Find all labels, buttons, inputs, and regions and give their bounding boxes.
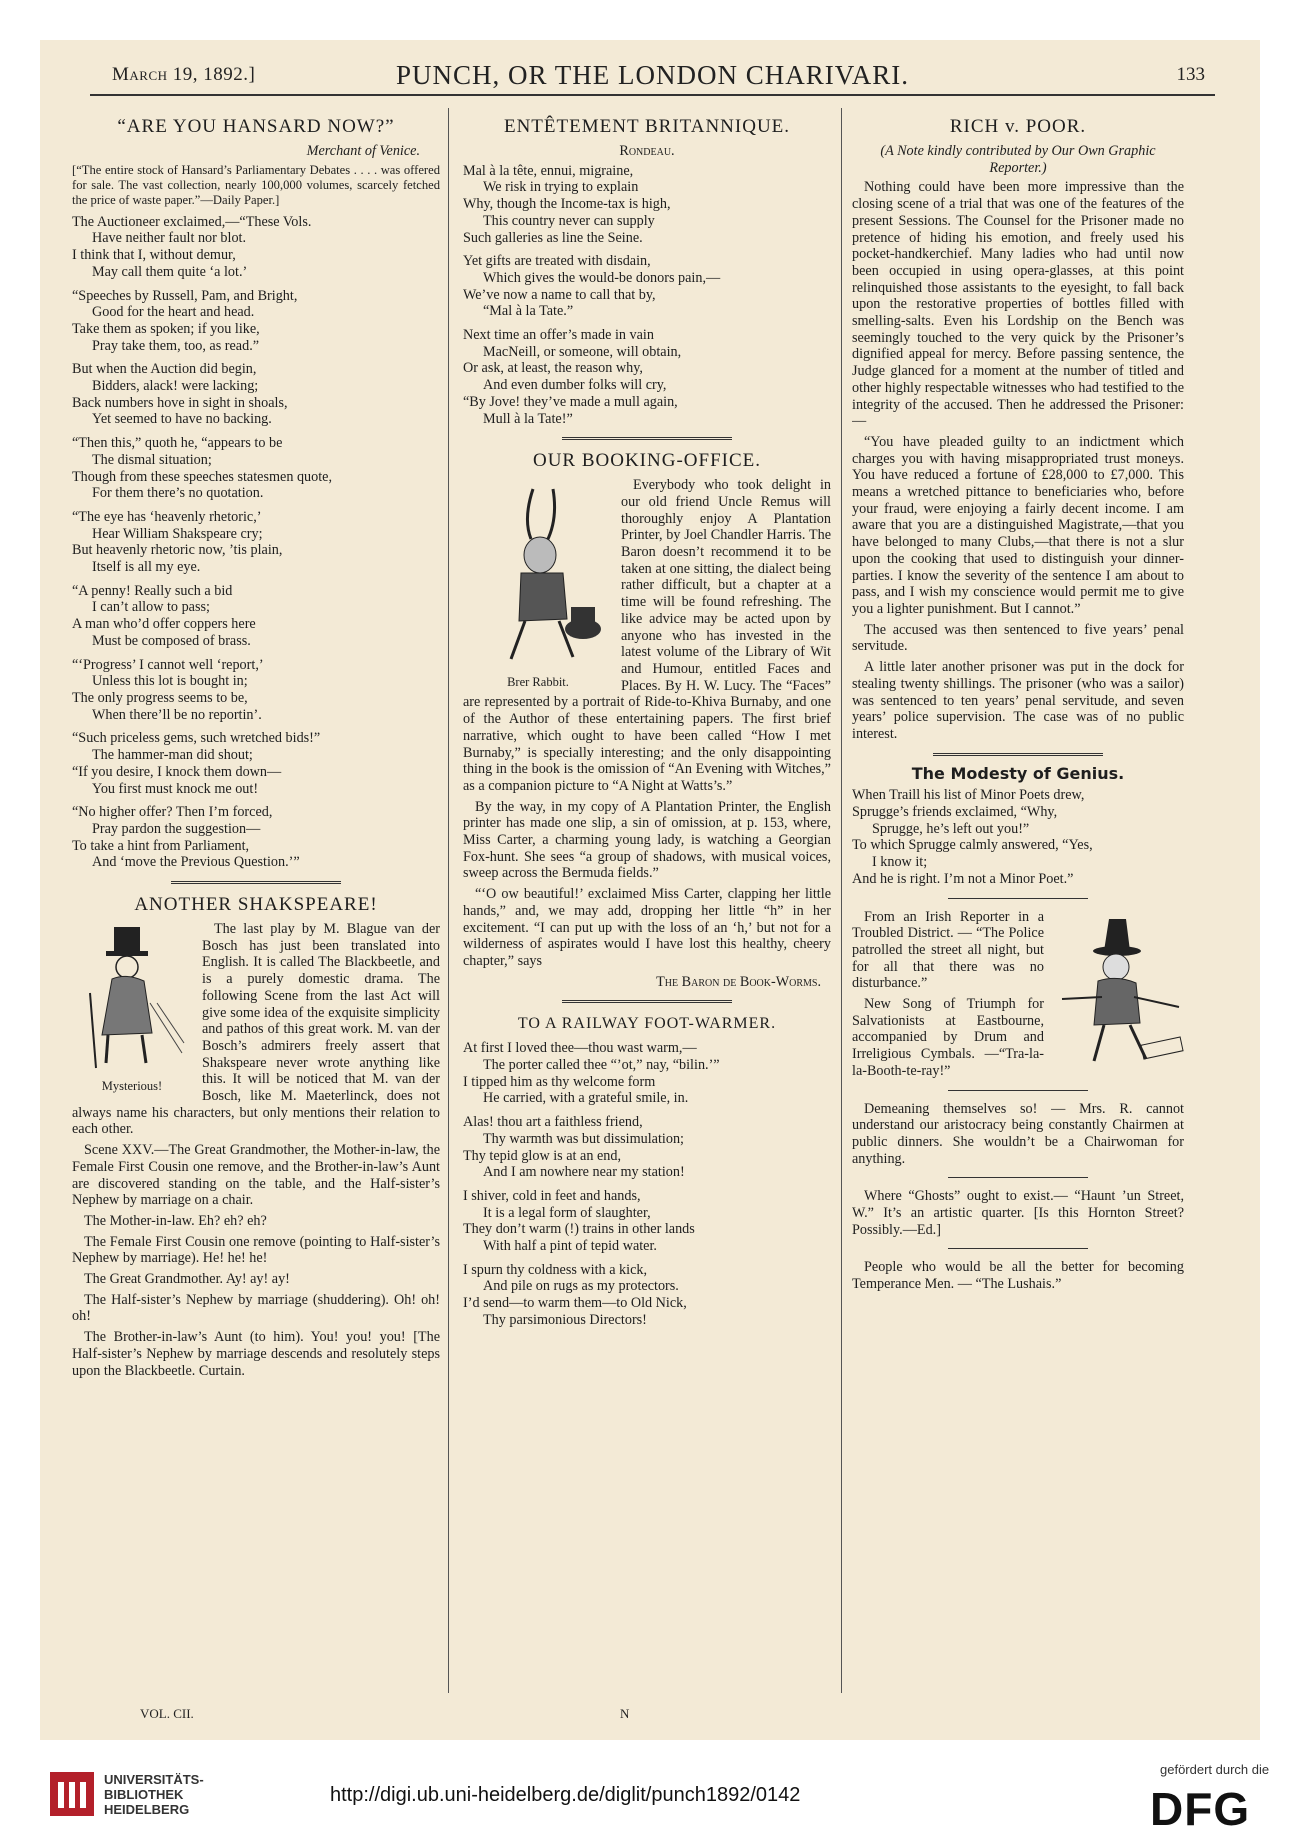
page-header: [90, 58, 1215, 96]
verse-line: To take a hint from Parliament,: [72, 837, 250, 854]
digitization-banner: [0, 1748, 1300, 1846]
divider: [171, 881, 341, 884]
divider: [948, 1090, 1088, 1091]
library-name: UNIVERSITÄTS- BIBLIOTHEK HEIDELBERG: [104, 1772, 204, 1817]
column-middle: [463, 108, 831, 1688]
article-body: By the way, in my copy of A Plantation Printer, the English printer has made one slip, a sin of omission, at p. 153, where, Miss Carter, a charming young lady, is watching a Georgian Fox-hunt. She sees “a group of shadows, with musical voices, sweep across the Bermuda fields.”: [463, 798, 831, 882]
stanza: [463, 327, 831, 427]
verse-line: I think that I, without demur,: [72, 247, 236, 264]
article-title: The Modesty of Genius.: [911, 763, 1125, 783]
verse-line: “‘Progress’ I cannot well ‘report,’: [72, 656, 264, 673]
verse-line: We’ve now a name to call that by,: [463, 286, 656, 303]
verse-line: We risk in trying to explain: [483, 179, 639, 196]
verse-line: It is a legal form of slaughter,: [483, 1204, 651, 1221]
verse-line: I can’t allow to pass;: [92, 599, 210, 616]
article-body: Demeaning themselves so! — Mrs. R. cannot understand our aristocracy being constantly Chairmen at public dinners. She wouldn’t be a Chairwoman for anything.: [852, 1100, 1184, 1167]
article-title: “ARE YOU HANSARD NOW?”: [117, 116, 395, 137]
funding-note: gefördert durch die: [1160, 1762, 1270, 1777]
verse-line: Yet gifts are treated with disdain,: [463, 253, 651, 270]
verse-line: “No higher offer? Then I’m forced,: [72, 804, 273, 821]
article-body: “‘O ow beautiful!’ exclaimed Miss Carter, clapping her little hands,” and, we may add, dropping her little “h” in her excitement. “I can put up with the loss of an ‘h,’ but not for a wilderness of aspirates would I have lost this healthy, cheery chapter,” says: [463, 886, 831, 969]
verse-line: The Auctioneer exclaimed,—“These Vols.: [72, 213, 312, 230]
verse-line: And ‘move the Previous Question.’”: [92, 854, 300, 871]
verse-line: Which gives the would-be donors pain,—: [483, 269, 721, 286]
poem-body: [463, 1040, 831, 1328]
verse-line: But heavenly rhetoric now, ’tis plain,: [72, 542, 283, 559]
verse-line: Sprugge’s friends exclaimed, “Why,: [852, 804, 1058, 821]
page-number: 133: [1176, 64, 1205, 85]
scene-line: The Half-sister’s Nephew by marriage (shuddering). Oh! oh! oh!: [72, 1291, 440, 1325]
cymbal-player-illustration: [1054, 911, 1184, 1081]
article-body: From an Irish Reporter in a Troubled District. — “The Police patrolled the street all night, but for all that there was no disturbance.”: [852, 908, 1044, 992]
verse-line: For them there’s no quotation.: [92, 485, 264, 502]
brer-rabbit-illustration: [463, 479, 613, 669]
verse-line: The dismal situation;: [92, 451, 212, 468]
stanza: [463, 163, 831, 247]
dfg-logo: DFG: [1150, 1783, 1251, 1835]
verse-line: “Mal à la Tate.”: [483, 303, 574, 320]
stanza: [72, 657, 440, 724]
article-title: TO A RAILWAY FOOT-WARMER.: [517, 1015, 777, 1033]
verse-line: Have neither fault nor blot.: [92, 230, 247, 247]
stanza: [72, 730, 440, 797]
verse-line: Thy warmth was but dissimulation;: [483, 1130, 684, 1147]
scene-line: The Mother-in-law. Eh? eh? eh?: [84, 1212, 267, 1229]
verse-line: “A penny! Really such a bid: [72, 582, 233, 599]
stanza: [463, 1188, 831, 1255]
verse-line: Yet seemed to have no backing.: [92, 411, 272, 428]
verse-line: At first I loved thee—thou wast warm,—: [463, 1040, 697, 1057]
verse-line: This country never can supply: [483, 212, 655, 229]
verse-line: Pray pardon the suggestion—: [92, 820, 261, 837]
masthead-title: PUNCH, OR THE LONDON CHARIVARI.: [395, 60, 910, 90]
verse-line: Sprugge, he’s left out you!”: [872, 820, 1030, 837]
verse-line: “The eye has ‘heavenly rhetoric,’: [72, 508, 262, 525]
stanza: [463, 1040, 831, 1107]
stanza: [72, 804, 440, 871]
column-right: [852, 108, 1184, 1688]
verse-line: “By Jove! they’ve made a mull again,: [463, 393, 678, 410]
verse-line: Hear William Shakspeare cry;: [92, 525, 263, 542]
verse-line: The porter called thee “’ot,” nay, “bilin.’”: [483, 1057, 720, 1074]
stanza: [463, 253, 831, 320]
university-library-logo-icon: [48, 1770, 96, 1818]
article-title: ENTÊTEMENT BRITANNIQUE.: [503, 116, 791, 137]
verse-line: I spurn thy coldness with a kick,: [463, 1261, 648, 1278]
divider: [562, 1000, 732, 1003]
column-left: [72, 108, 440, 1688]
verse-line: “Speeches by Russell, Pam, and Bright,: [72, 287, 298, 304]
article-body: People who would be all the better for becoming Temperance Men. — “The Lushais.”: [852, 1259, 1184, 1293]
verse-line: I’d send—to warm them—to Old Nick,: [463, 1295, 687, 1312]
article-body: New Song of Triumph for Salvationists at Eastbourne, accompanied by Drum and Irreligious Cymbals. —“Tra-la-la-Booth-te-ray!”: [852, 996, 1044, 1079]
mysterious-figure-illustration: [72, 923, 192, 1073]
verse-line: Mull à la Tate!”: [483, 410, 573, 427]
verse-line: A man who’d offer coppers here: [72, 616, 256, 633]
verse-line: “Then this,” quoth he, “appears to be: [72, 435, 283, 452]
signature: The Baron de Book-Worms.: [656, 973, 821, 990]
scene-line: Scene XXV.—The Great Grandmother, the Mother-in-law, the Female First Cousin one remove, and the Brother-in-law’s Aunt are discovered standing on the table, and the Half-sister’s Nephew by marriage on a chair.: [72, 1142, 440, 1209]
paragraph: “You have pleaded guilty to an indictment which charges you with having misappropriated trust moneys. You have reduced a fortune of £28,000 to £7,000. This means a wretched pittance to beneficiaries who, before your fraud, were enjoying a fairly decent income. I am aware that you are a distinguished Magistrate,—that you have belonged to many Clubs,—that there is not a slur upon the cooking that used to distinguish your dinner-parties. I know the severity of the sentence I am about to pass, and I wish my conscience would permit me to give you a lighter punishment. But I cannot.”: [852, 433, 1184, 617]
verse-line: Pray take them, too, as read.”: [92, 337, 260, 354]
stanza: [463, 1262, 831, 1329]
verse-line: To which Sprugge calmly answered, “Yes,: [852, 837, 1093, 854]
scene-line: The Female First Cousin one remove (pointing to Half-sister’s Nephew by marriage). He! he! he!: [72, 1233, 440, 1267]
column-rule: [841, 108, 842, 1693]
verse-line: Or ask, at least, the reason why,: [463, 360, 643, 377]
verse-line: Though from these speeches statesmen quote,: [72, 468, 333, 485]
article-attribution: Merchant of Venice.: [306, 143, 420, 159]
verse-line: Unless this lot is bought in;: [92, 673, 248, 690]
verse-line: I tipped him as thy welcome form: [463, 1073, 656, 1090]
verse-line: Mal à la tête, ennui, migraine,: [463, 162, 634, 179]
verse-line: And I am nowhere near my station!: [483, 1164, 685, 1181]
verse-line: When there’ll be no reportin’.: [92, 706, 262, 723]
article-title: ANOTHER SHAKSPEARE!: [134, 894, 378, 916]
verse-line: You first must knock me out!: [92, 780, 259, 797]
stanza: [72, 288, 440, 355]
verse-line: Bidders, alack! were lacking;: [92, 378, 259, 395]
divider: [948, 898, 1088, 899]
stanza: [463, 1114, 831, 1181]
issue-date: March 19, 1892.]: [112, 64, 256, 85]
paragraph: The accused was then sentenced to five years’ penal servitude.: [852, 621, 1184, 655]
paragraph: Nothing could have been more impressive than the closing scene of a trial that was one of the features of the present Sessions. The Counsel for the Prisoner made no pretence of hiding his emotion, and freely used his pocket-handkerchief. Many ladies who had until now been occupied in using opera-glasses, at this point relinquished those assistants to the eyesight, to fall back upon the restorative properties of bottles filled with smelling-salts. Even his Lordship on the Bench was seemingly touched to the very quick by the Prisoner’s dignified appeal for mercy. Before passing sentence, the Judge glanced for a moment at the number of titled and other highly respectable witnesses who had testified to the integrity of the accused. Then he addressed the Prisoner:—: [852, 179, 1184, 430]
scene-text: [72, 1142, 440, 1379]
article-title: RICH v. POOR.: [949, 116, 1087, 137]
scene-line: The Great Grandmother. Ay! ay! ay!: [84, 1271, 290, 1288]
verse-line: But when the Auction did begin,: [72, 361, 257, 378]
illustration-figure: [463, 479, 613, 690]
verse-line: Good for the heart and head.: [92, 304, 255, 321]
verse-line: “Such priceless gems, such wretched bids!”: [72, 730, 321, 747]
stanza: [72, 509, 440, 576]
illustration-figure: [1054, 911, 1184, 1086]
article-title: OUR BOOKING-OFFICE.: [532, 450, 761, 472]
verse-line: When Traill his list of Minor Poets drew,: [852, 787, 1085, 804]
verse-line: The hammer-man did shout;: [92, 747, 253, 764]
volume-label: VOL. CII.: [140, 1706, 194, 1721]
stanza: [72, 583, 440, 650]
poem-body: [852, 787, 1184, 887]
stanza: [72, 214, 440, 281]
stanza: [72, 435, 440, 502]
divider: [948, 1248, 1088, 1249]
verse-line: Itself is all my eye.: [92, 559, 201, 576]
illustration-figure: [72, 923, 192, 1094]
divider: [562, 437, 732, 440]
article-body: [852, 179, 1184, 742]
verse-line: I shiver, cold in feet and hands,: [463, 1187, 641, 1204]
verse-line: Back numbers hove in sight in shoals,: [72, 394, 288, 411]
figure-caption: Mysterious!: [101, 1078, 163, 1093]
article-note: [“The entire stock of Hansard’s Parliamentary Debates . . . . was offered for sale. The vast collection, nearly 100,000 volumes, scarcely fetched the price of waste paper.”—Daily Paper.]: [72, 162, 440, 207]
column-rule: [448, 108, 449, 1693]
article-body: Everybody who took delight in our old friend Uncle Remus will thoroughly enjoy A Plantation Printer, by Joel Chandler Harris. The Baron doesn’t recommend it to be taken at one sitting, the dialect being rather difficult, but a chapter at a time will be found refreshing. The like advice may be acted upon by anyone who has invested in the latest volume of the Library of Wit and Humour, entitled Faces and Places. By H. W. Lucy. The “Faces” are represented by a portrait of Ride-to-Khiva Burnaby, and one of the Author of these entertaining papers. The first brief narrative, which ought to have been called “How I met Burnaby,” is specially interesting; and the only disappointing thing in the book is the omission of “An Evening with Witches,” as a companion picture to “A Night at Watts’s.”: [463, 477, 831, 794]
signature-mark: N: [620, 1706, 630, 1721]
verse-line: And he is right. I’m not a Minor Poet.”: [852, 870, 1074, 887]
verse-line: Take them as spoken; if you like,: [72, 320, 260, 337]
divider: [933, 753, 1103, 756]
verse-line: They don’t warm (!) trains in other lands: [463, 1221, 695, 1238]
divider: [948, 1177, 1088, 1178]
verse-line: And pile on rugs as my protectors.: [483, 1278, 679, 1295]
stanza: [72, 361, 440, 428]
article-body: Where “Ghosts” ought to exist.— “Haunt ’un Street, W.” It’s an artistic quarter. [Is this Hornton Street? Possibly.—Ed.]: [852, 1188, 1184, 1238]
verse-line: He carried, with a grateful smile, in.: [483, 1090, 689, 1107]
figure-caption: Brer Rabbit.: [507, 674, 569, 689]
verse-line: Why, though the Income-tax is high,: [463, 196, 671, 213]
verse-line: Such galleries as line the Seine.: [463, 229, 643, 246]
verse-line: Alas! thou art a faithless friend,: [463, 1114, 643, 1131]
verse-line: And even dumber folks will cry,: [483, 377, 667, 394]
scene-line: The Brother-in-law’s Aunt (to him). You! you! you! [The Half-sister’s Nephew by marriage descends and resolutely steps upon the Blackbeetle. Curtain.: [72, 1329, 440, 1379]
verse-line: Must be composed of brass.: [92, 632, 251, 649]
poem-body: [463, 163, 831, 428]
paragraph: A little later another prisoner was put in the dock for stealing twenty shillings. The prisoner (who was a sailor) was sentenced to ten years’ penal servitude, and seven years’ police supervision. The case was of no public interest.: [852, 659, 1184, 742]
article-body: The last play by M. Blague van der Bosch has just been translated into English. It is called The Blackbeetle, and is a purely domestic drama. The following Scene from the last Act will give some idea of the exquisite simplicity and pathos of this great work. M. van der Bosch’s admirers freely assert that Shakspeare never wrote anything like this. It will be noticed that M. van der Bosch, like M. Maeterlinck, does not always name his characters, but only mentions their relation to each other.: [72, 921, 440, 1138]
verse-line: Next time an offer’s made in vain: [463, 327, 654, 344]
verse-line: The only progress seems to be,: [72, 689, 248, 706]
verse-line: Thy tepid glow is at an end,: [463, 1147, 622, 1164]
article-subtitle: (A Note kindly contributed by Our Own Graphic Reporter.): [880, 143, 1156, 176]
verse-line: Thy parsimonious Directors!: [483, 1311, 647, 1328]
verse-line: I know it;: [872, 854, 928, 871]
poem-body: [72, 214, 440, 871]
verse-line: “If you desire, I knock them down—: [72, 763, 282, 780]
verse-line: With half a pint of tepid water.: [483, 1238, 657, 1255]
article-subtitle: Rondeau.: [619, 143, 675, 159]
verse-line: May call them quite ‘a lot.’: [92, 263, 248, 280]
source-url-link[interactable]: http://digi.ub.uni-heidelberg.de/diglit/punch1892/0142: [330, 1784, 801, 1806]
verse-line: MacNeill, or someone, will obtain,: [483, 343, 682, 360]
